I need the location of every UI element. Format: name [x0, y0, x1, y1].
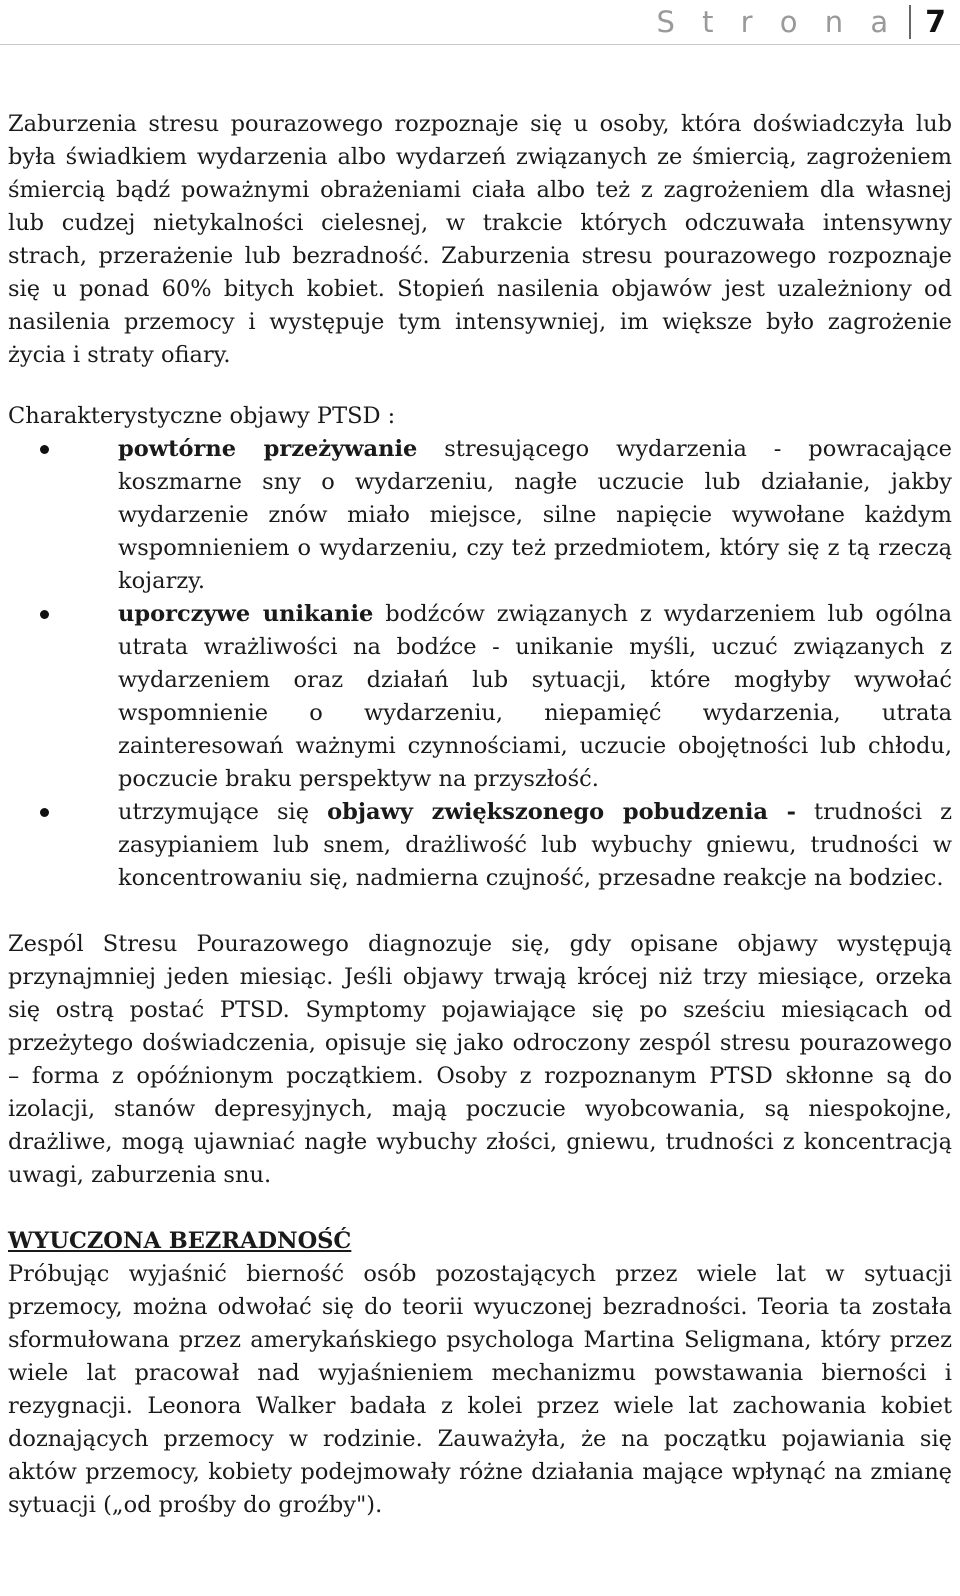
- document-body: [8, 108, 952, 1522]
- symptoms-list-intro: Charakterystyczne objawy PTSD :: [8, 403, 396, 429]
- bullet-icon: [40, 610, 49, 619]
- spacer: [8, 372, 952, 400]
- spacer: [8, 895, 952, 928]
- symptoms-list: [8, 433, 952, 895]
- symptom-bold: uporczywe unikanie: [118, 601, 374, 627]
- paragraph-learned-helplessness: Próbując wyjaśnić bierność osób pozostających przez wiele lat w sytuacji przemocy, można odwołać się do teorii wyuczonej bezradności. Teoria ta została sformułowana przez amerykańskiego psychologa Martina Seligmana, który przez wiele lat pracował nad wyjaśnieniem mechanizmu powstawania bierności i rezygnacji. Leonora Walker badała z kolei przez wiele lat zachowania kobiet doznających przemocy w rodzinie. Zauważyła, że na początku pojawiania się aktów przemocy, kobiety podejmowały różne działania mające wpłynąć na zmianę sytuacji („od prośby do groźby").: [8, 1261, 952, 1518]
- paragraph-ptsd-intro: Zaburzenia stresu pourazowego rozpoznaje się u osoby, która doświadczyła lub była świadkiem wydarzenia albo wydarzeń związanych ze śmiercią, zagrożeniem śmiercią bądź poważnymi obrażeniami ciała albo też z zagrożeniem dla własnej lub cudzej nietykalności cielesnej, w trakcie których odczuwała intensywny strach, przerażenie lub bezradność. Zaburzenia stresu pourazowego rozpoznaje się u ponad 60% bitych kobiet. Stopień nasilenia objawów jest uzależniony od nasilenia przemocy i występuje tym intensywniej, im większe było zagrożenie życia i straty ofiary.: [8, 111, 952, 368]
- page-label: S t r o n a: [656, 5, 898, 39]
- symptom-prefix: utrzymujące się: [118, 799, 328, 825]
- page-header: [656, 0, 946, 44]
- header-separator: [909, 5, 911, 39]
- list-item: [8, 796, 952, 895]
- list-item: [8, 433, 952, 598]
- section-heading: WYUCZONA BEZRADNOŚĆ: [8, 1228, 352, 1254]
- list-item: [8, 598, 952, 796]
- symptom-bold: powtórne przeżywanie: [118, 436, 418, 462]
- spacer: [8, 1192, 952, 1225]
- bullet-icon: [40, 445, 49, 454]
- header-rule: [0, 44, 960, 45]
- symptom-text: trudności z zasypianiem lub snem, drażliwość lub wybuchy gniewu, trudności w koncentrowaniu się, nadmierna czujność, przesadne reakcje na bodziec.: [118, 799, 952, 891]
- bullet-icon: [40, 808, 49, 817]
- symptom-bold: objawy zwiększonego pobudzenia -: [327, 799, 797, 825]
- symptom-text: bodźców związanych z wydarzeniem lub ogólna utrata wrażliwości na bodźce - unikanie myśli, uczuć związanych z wydarzeniem oraz działań lub sytuacji, które mogłyby wywołać wspomnienie o wydarzeniu, niepamięć wydarzenia, utrata zainteresowań ważnymi czynnościami, uczucie obojętności lub chłodu, poczucie braku perspektyw na przyszłość.: [118, 601, 953, 792]
- symptom-text: stresującego wydarzenia - powracające koszmarne sny o wydarzeniu, nagłe uczucie lub działanie, jakby wydarzenie znów miało miejsce, silne napięcie wywołane każdym wspomnieniem o wydarzeniu, czy też przedmiotem, który się z tą rzeczą kojarzy.: [118, 436, 952, 594]
- page-number: 7: [925, 4, 946, 40]
- paragraph-ptsd-diagnosis: Zespól Stresu Pourazowego diagnozuje się, gdy opisane objawy występują przynajmniej jeden miesiąc. Jeśli objawy trwają krócej niż trzy miesiące, orzeka się ostrą postać PTSD. Symptomy pojawiające się po sześciu miesiącach od przeżytego doświadczenia, opisuje się jako odroczony zespól stresu pourazowego – forma z opóźnionym początkiem. Osoby z rozpoznanym PTSD skłonne są do izolacji, stanów depresyjnych, mają poczucie wyobcowania, są niespokojne, drażliwe, mogą ujawniać nagłe wybuchy złości, gniewu, trudności z koncentracją uwagi, zaburzenia snu.: [8, 931, 952, 1188]
